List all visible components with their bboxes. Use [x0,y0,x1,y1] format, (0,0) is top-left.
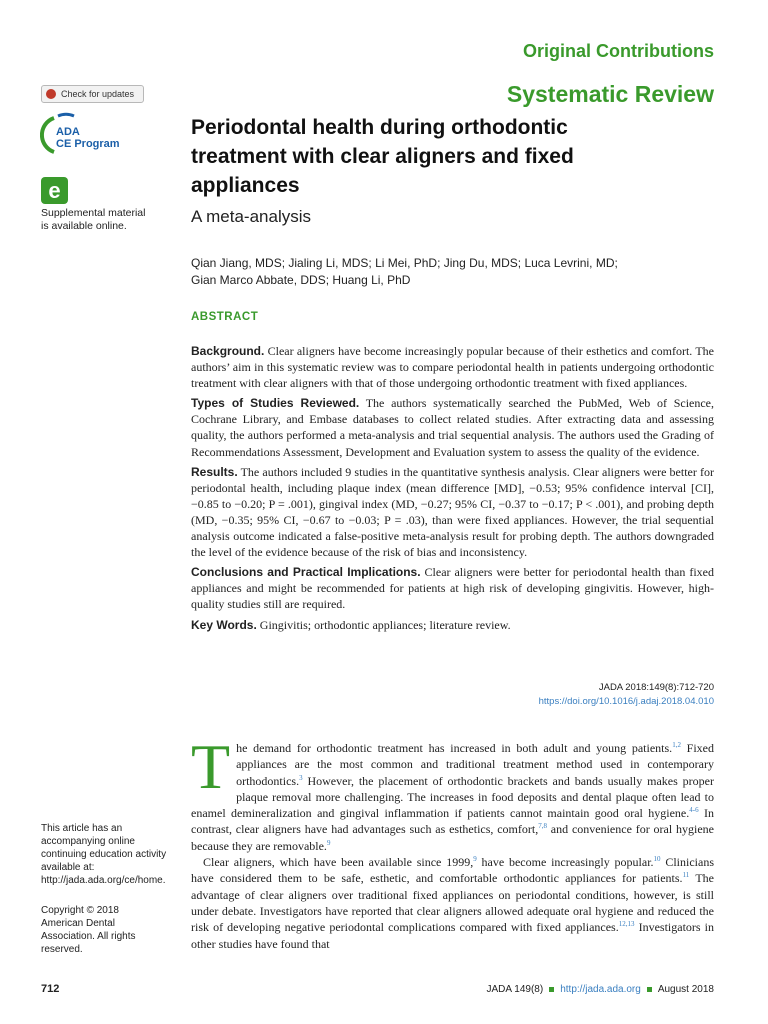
body-text: he demand for orthodontic treatment has increased in both adult and young patients. [236,741,673,755]
footer-journal-issue: JADA 149(8) [486,984,544,995]
body-text: have become increasingly popular. [476,855,654,870]
reference-link[interactable]: 11 [682,871,690,880]
abstract-heading: ABSTRACT [191,311,259,323]
footer-url-link[interactable]: http://jada.ada.org [560,984,641,995]
article-type-label: Systematic Review [506,81,714,107]
types-text: The authors systematically searched the PubMed, Web of Science, Cochrane Library, and Embase databases to collect related studies. After extracting data and assessing quality, the authors performed a meta-analysis and trial sequential analysis. The authors used the Grading of Recommendations Assessment, Development and Evaluation system to assess the quality of the evidence. [191,396,715,459]
update-icon [46,89,56,99]
ce-note-line[interactable]: http://jada.ada.org/ce/home. [41,875,166,886]
abstract-body [191,343,714,637]
separator-square-icon [647,987,652,992]
copyright-line: reserved. [41,944,83,955]
ce-note-line: This article has an [41,823,123,834]
copyright-line: American Dental [41,918,115,929]
reference-link[interactable]: 9 [326,838,331,847]
abstract-types [191,395,714,459]
doi-link[interactable]: https://doi.org/10.1016/j.adaj.2018.04.010 [538,696,714,707]
reference-link[interactable]: 9 [473,855,477,864]
body-text: The advantage of clear aligners over traditional fixed appliances on periodontal conditions, however, is still under debate. Investigators have reported that clear aligners allowed adequate oral hygiene and reduced the risk of developing negative periodontal complications compared with fixed appliances. [191,871,714,935]
body-text: and convenience for oral hygiene because they are removable. [191,822,714,853]
background-text: Clear aligners have become increasingly popular because of their esthetics and comfort. The authors’ aim in this systematic review was to compare periodontal health in patients undergoing orthodontic treatment with clear aligners with that of those undergoing orthodontic treatment with fixed appliances. [191,344,714,391]
section-label: Original Contributions [523,41,714,61]
conclusions-label: Conclusions and Practical Implications. [191,565,421,580]
supplemental-line-1: Supplemental material [41,207,146,219]
footer-journal-info [487,984,715,995]
background-label: Background. [191,344,265,358]
reference-link[interactable]: 7,8 [538,822,547,831]
body-text: Clinicians have considered them to be safe, esthetic, and comfortable orthodontic appliances for patients. [191,855,714,886]
body-text: Fixed appliances are the most common and traditional treatment method used in contemporary orthodontics. [236,741,714,788]
ce-activity-note [41,822,171,887]
reference-link[interactable]: 1,2 [672,741,681,749]
reference-link[interactable]: 3 [299,773,303,782]
ce-line-2: CE Program [56,138,120,150]
ce-line-1: ADA [56,126,80,138]
reference-link[interactable]: 10 [653,855,661,864]
abstract-results [191,464,714,561]
ce-program-label [56,126,120,150]
body-paragraph-2 [191,854,714,952]
reference-link[interactable]: 4-6 [689,806,699,815]
body-text: In contrast, clear aligners have had advantages such as esthetics, comfort, [191,806,715,837]
drop-cap: T [191,731,231,802]
abstract-background [191,343,714,391]
authors-line-1: Qian Jiang, MDS; Jialing Li, MDS; Li Mei, PhD; Jing Du, MDS; Luca Levrini, MD; [191,256,618,270]
keywords-text: Gingivitis; orthodontic appliances; literature review. [256,617,511,632]
copyright-line: Association. All rights [41,931,136,942]
keywords-label: Key Words. [191,617,257,632]
results-label: Results. [191,464,238,479]
body-text: Investigators in other studies have found that [191,920,714,951]
conclusions-text: Clear aligners were better for periodontal health than fixed appliances and might be recommended for patients at high risk of developing gingivitis. However, high-quality studies still are required. [191,565,714,612]
copyright-note [41,904,161,956]
article-subtitle: A meta-analysis [191,207,311,226]
results-text: The authors included 9 studies in the quantitative synthesis analysis. Clear aligners were better for periodontal health, including plaque index (mean difference [MD], −0.53; 95% confidence interval [CI], −0.85 to −0.20; P = .001), gingival index (MD, −0.27; 95% CI, −0.37 to −0.17; P < .001), and probing depth (MD, −0.35; 95% CI, −0.67 to −0.03; P = .03), than were fixed appliances. However, the trial sequential analysis outcome indicated a false-positive meta-analysis result for probing depth. The authors downgraded the level of the evidence because of the risk of bias and inconsistency. [191,464,714,560]
supplemental-line-2: is available online. [41,220,127,232]
supplemental-e-icon[interactable]: e [41,177,68,204]
citation-block [539,681,714,709]
article-body [191,731,715,952]
abstract-keywords [191,617,714,633]
abstract-conclusions [191,564,714,612]
separator-square-icon [549,987,554,992]
author-list [191,255,711,289]
reference-link[interactable]: 12,13 [618,920,635,929]
journal-citation: JADA 2018:149(8):712-720 [598,682,714,693]
article-title: Periodontal health during orthodontic treatment with clear aligners and fixed appliances [191,116,574,197]
ce-note-line: available at: [41,862,95,873]
body-text: However, the placement of orthodontic brackets and bands usually makes proper plaque removal more challenging. The increases in food deposits and dental plaque often lead to enamel demineralization and gingival inflammation if patients cannot maintain good oral hygiene. [191,773,714,821]
footer-date: August 2018 [657,984,714,995]
body-paragraph-1 [191,731,715,854]
copyright-line: Copyright © 2018 [41,905,119,916]
supplemental-note [41,207,151,233]
ce-note-line: accompanying online [41,836,135,847]
body-text: Clear aligners, which have been available since 1999, [203,855,474,870]
types-label: Types of Studies Reviewed. [191,396,360,411]
authors-line-2: Gian Marco Abbate, DDS; Huang Li, PhD [191,273,411,287]
page-number: 712 [41,983,60,995]
ce-note-line: continuing education activity [41,849,167,860]
check-for-updates-button[interactable] [41,85,144,103]
check-for-updates-label: Check for updates [61,89,135,99]
